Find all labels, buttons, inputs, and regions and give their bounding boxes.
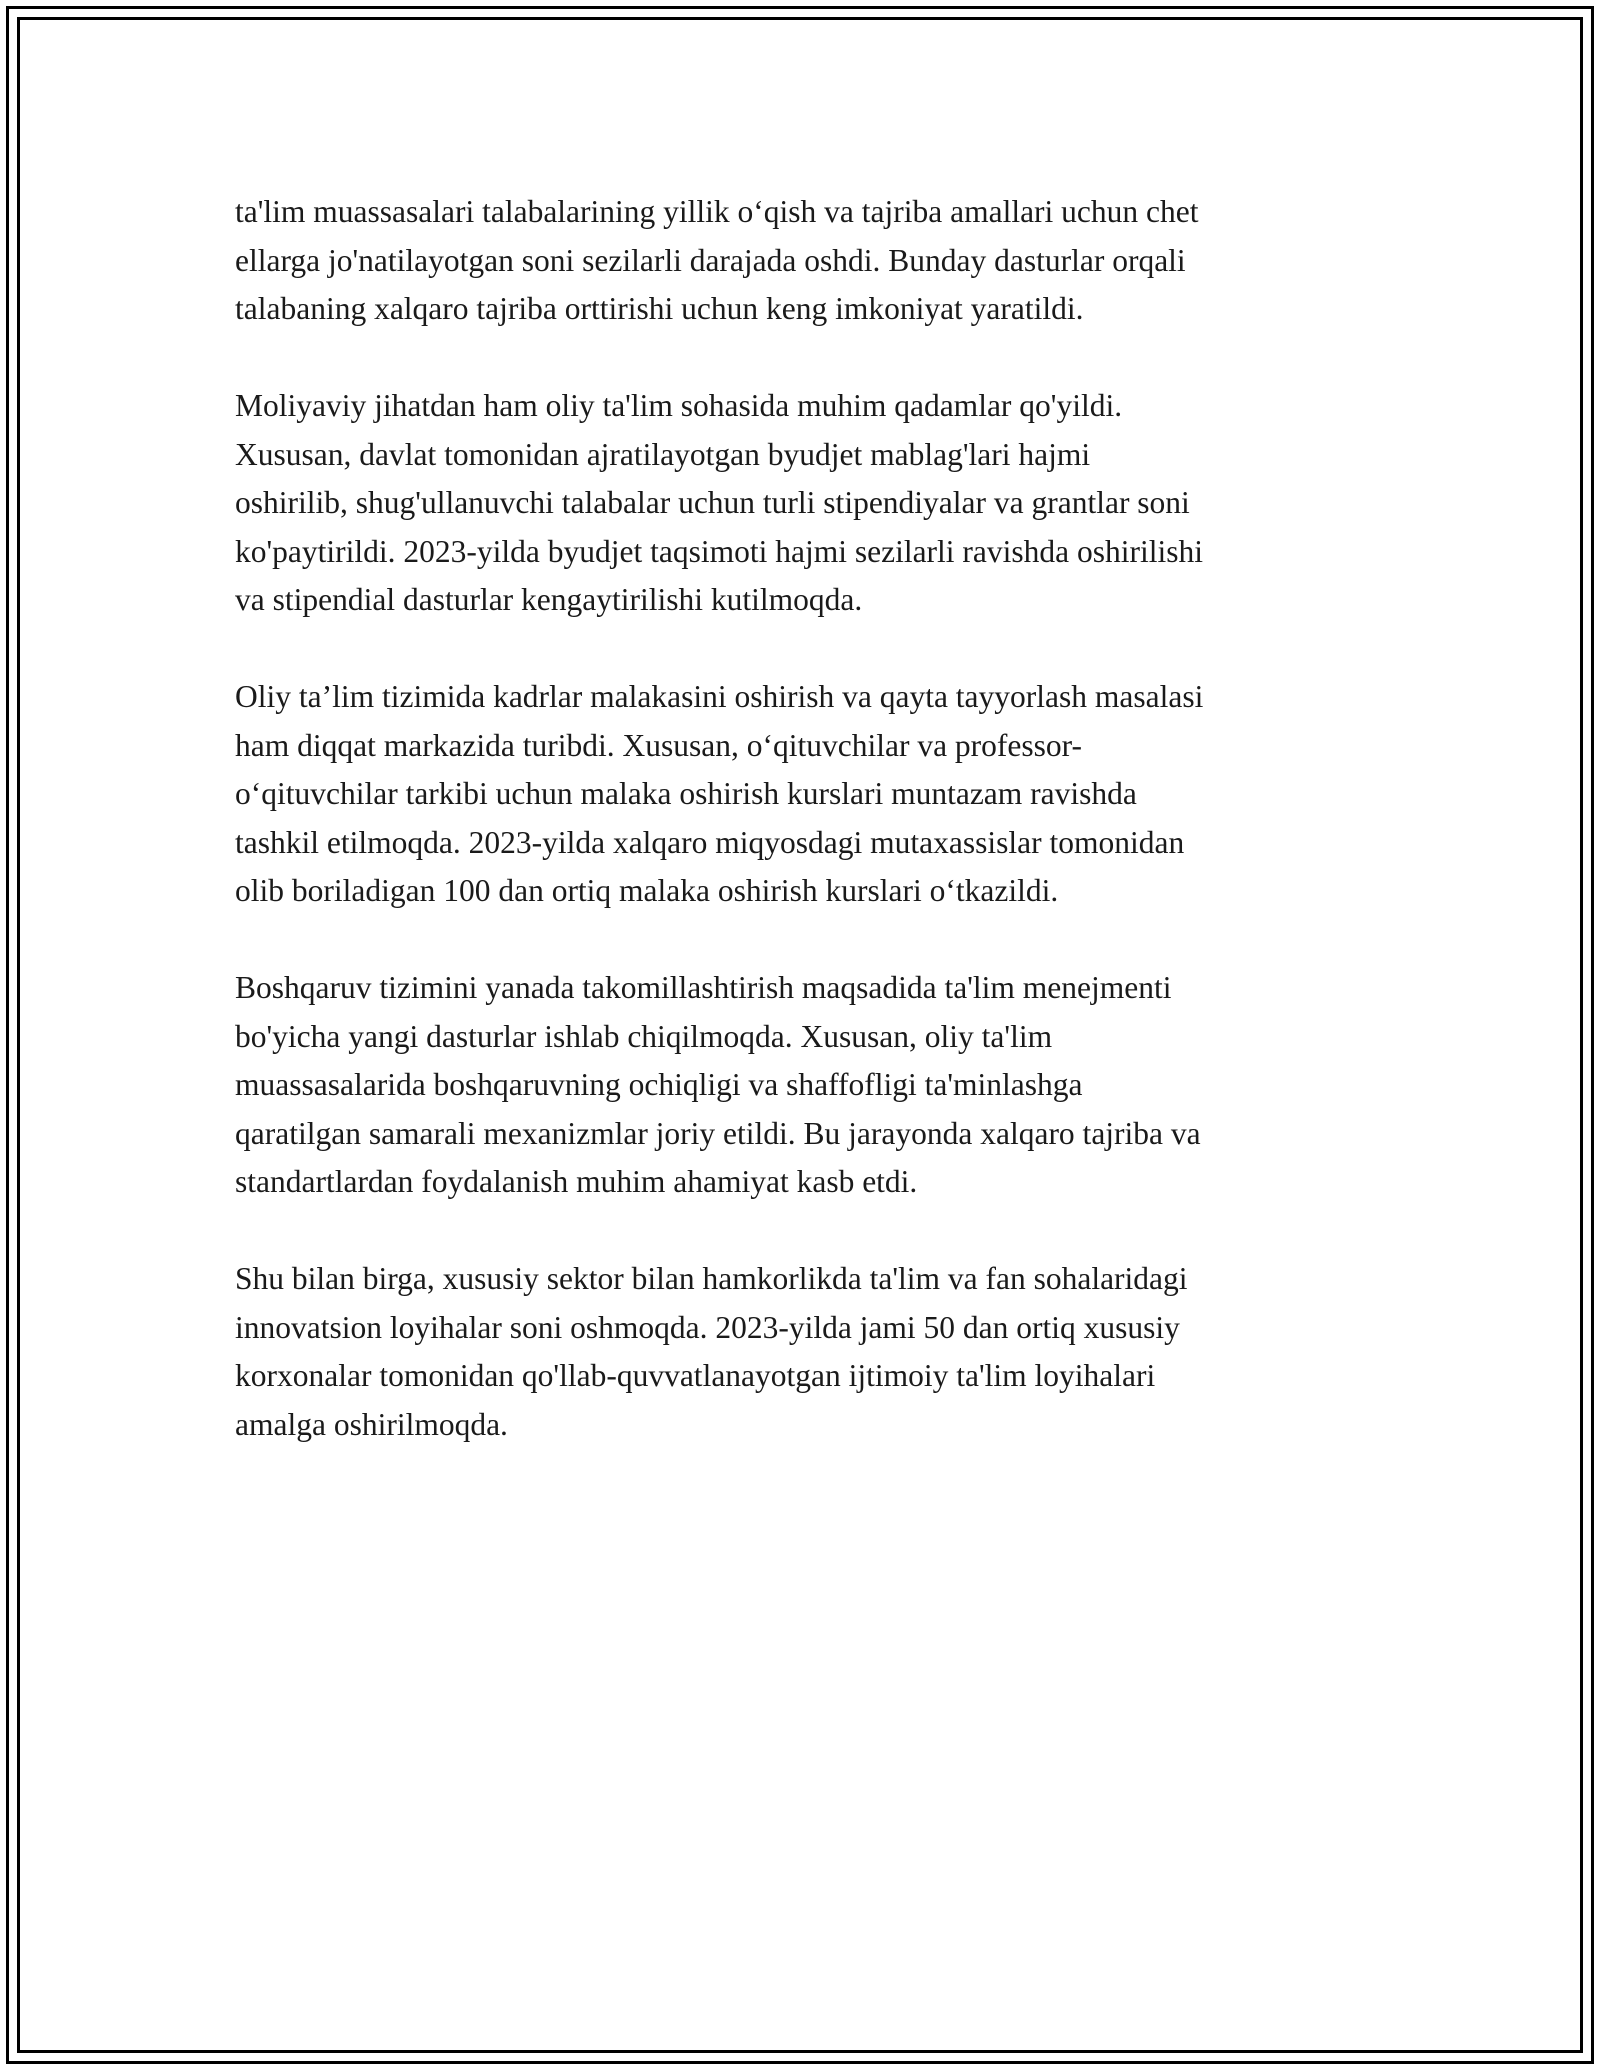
text-line: ko'paytirildi. 2023-yilda byudjet taqsimoti hajmi sezilarli ravishda oshirilishi — [235, 533, 1204, 569]
text-line: bo'yicha yangi dasturlar ishlab chiqilmoqda. Xususan, oliy ta'lim — [235, 1018, 1053, 1054]
text-line: Moliyaviy jihatdan ham oliy ta'lim sohasida muhim qadamlar qo'yildi. — [235, 388, 1123, 423]
paragraph-3 — [235, 673, 1385, 916]
text-line: Boshqaruv tizimini yanada takomillashtirish maqsadida ta'lim menejmenti — [235, 970, 1172, 1005]
text-line: tashkil etilmoqda. 2023-yilda xalqaro miqyosdagi mutaxassislar tomonidan — [235, 824, 1185, 860]
text-line: Shu bilan birga, xususiy sektor bilan hamkorlikda ta'lim va fan sohalaridagi — [235, 1261, 1188, 1296]
text-line: korxonalar tomonidan qo'llab-quvvatlanayotgan ijtimoiy ta'lim loyihalari — [235, 1358, 1156, 1393]
text-line: olib boriladigan 100 dan ortiq malaka oshirish kurslari o‘tkazildi. — [235, 873, 1059, 908]
document-body — [235, 188, 1385, 1498]
text-line: oshirilib, shug'ullanuvchi talabalar uchun turli stipendiyalar va grantlar soni — [235, 485, 1190, 520]
paragraph-2 — [235, 382, 1385, 625]
text-line: talabaning xalqaro tajriba orttirishi uchun keng imkoniyat yaratildi. — [235, 291, 1084, 326]
paragraph-5 — [235, 1255, 1385, 1449]
text-line: muassasalarida boshqaruvning ochiqligi va shaffofligi ta'minlashga — [235, 1067, 1083, 1102]
paragraph-4 — [235, 964, 1385, 1207]
text-line: Oliy ta’lim tizimida kadrlar malakasini oshirish va qayta tayyorlash masalasi — [235, 679, 1204, 714]
text-line: Xususan, davlat tomonidan ajratilayotgan byudjet mablag'lari hajmi — [235, 436, 1091, 472]
text-line: amalga oshirilmoqda. — [235, 1406, 508, 1442]
text-line: qaratilgan samarali mexanizmlar joriy etildi. Bu jarayonda xalqaro tajriba va — [235, 1115, 1201, 1151]
text-line: ellarga jo'natilayotgan soni sezilarli darajada oshdi. Bunday dasturlar orqali — [235, 242, 1186, 278]
text-line: standartlardan foydalanish muhim ahamiyat kasb etdi. — [235, 1164, 918, 1199]
text-line: ta'lim muassasalari talabalarining yillik o‘qish va tajriba amallari uchun chet — [235, 194, 1199, 229]
paragraph-1 — [235, 188, 1385, 334]
text-line: innovatsion loyihalar soni oshmoqda. 2023-yilda jami 50 dan ortiq xususiy — [235, 1309, 1180, 1345]
text-line: va stipendial dasturlar kengaytirilishi kutilmoqda. — [235, 582, 863, 617]
text-line: ham diqqat markazida turibdi. Xususan, o‘qituvchilar va professor- — [235, 727, 1083, 763]
text-line: o‘qituvchilar tarkibi uchun malaka oshirish kurslari muntazam ravishda — [235, 776, 1137, 811]
